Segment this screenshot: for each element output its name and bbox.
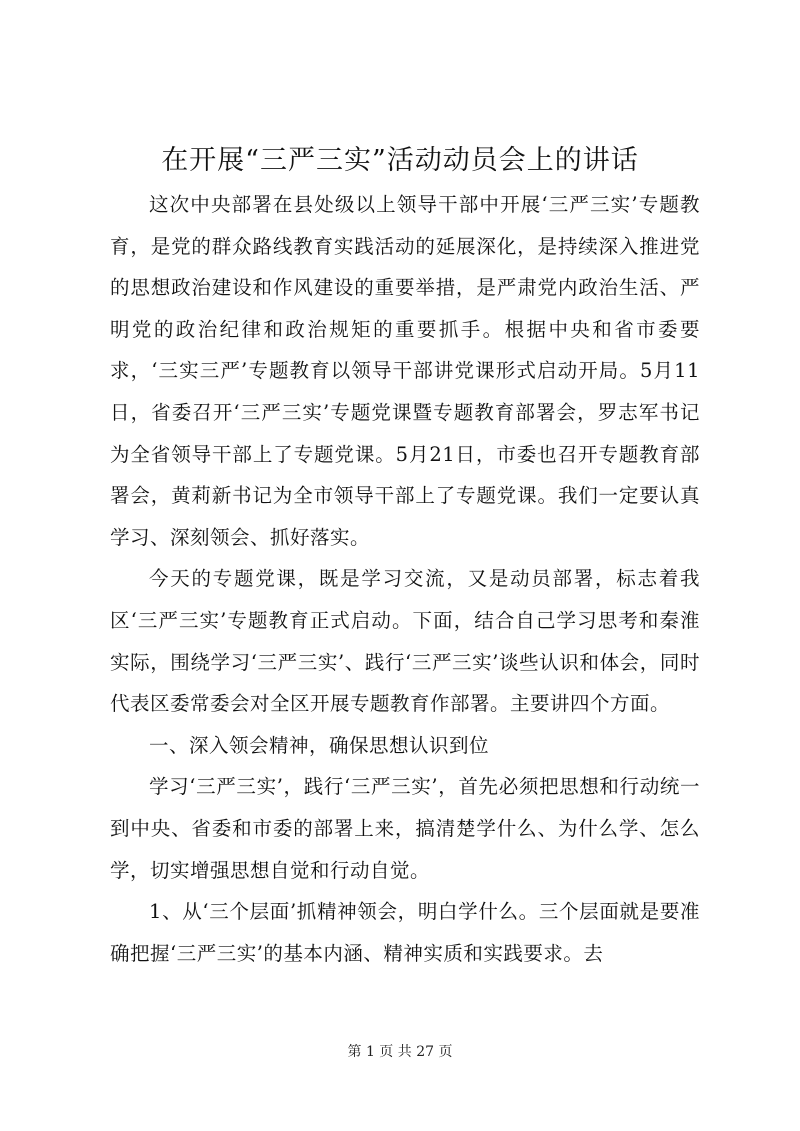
body-paragraph: 这次中央部署在县处级以上领导干部中开展‘三严三实’专题教育，是党的群众路线教育实践活动的延展深化，是持续深入推进党的思想政治建设和作风建设的重要举措，是严肃党内政治生活、严明党的政治纪律和政治规矩的重要抓手。根据中央和省市委要求，‘三实三严’专题教育以领导干部讲党课形式启动开局。5月11日，省委召开‘三严三实’专题党课暨专题教育部署会，罗志军书记为全省领导干部上了专题党课。5月21日，市委也召开专题教育部署会，黄莉新书记为全市领导干部上了专题党课。我们一定要认真学习、深刻领会、抓好落实。 — [110, 193, 700, 549]
body-paragraph: 今天的专题党课，既是学习交流，又是动员部署，标志着我区‘三严三实’专题教育正式启动。下面，结合自己学习思考和秦淮实际，围绕学习‘三严三实’、践行‘三严三实’谈些认识和体会，同时代表区委常委会对全区开展专题教育作部署。主要讲四个方面。 — [110, 567, 700, 716]
body-paragraph: 学习‘三严三实’，践行‘三严三实’，首先必须把思想和行动统一到中央、省委和市委的部署上来，搞清楚学什么、为什么学、怎么学，切实增强思想自觉和行动自觉。 — [110, 775, 700, 882]
section-heading: 一、深入领会精神，确保思想认识到位 — [149, 733, 490, 757]
document-title: 在开展“三严三实”活动动员会上的讲话 — [161, 145, 639, 176]
document-body — [110, 184, 700, 974]
page-number: 第 1 页 共 27 页 — [347, 1044, 453, 1060]
body-paragraph: 1、从‘三个层面’抓精神领会，明白学什么。三个层面就是要准确把握‘三严三实’的基本内涵、精神实质和实践要求。去 — [110, 900, 700, 965]
page-footer — [0, 1042, 800, 1062]
